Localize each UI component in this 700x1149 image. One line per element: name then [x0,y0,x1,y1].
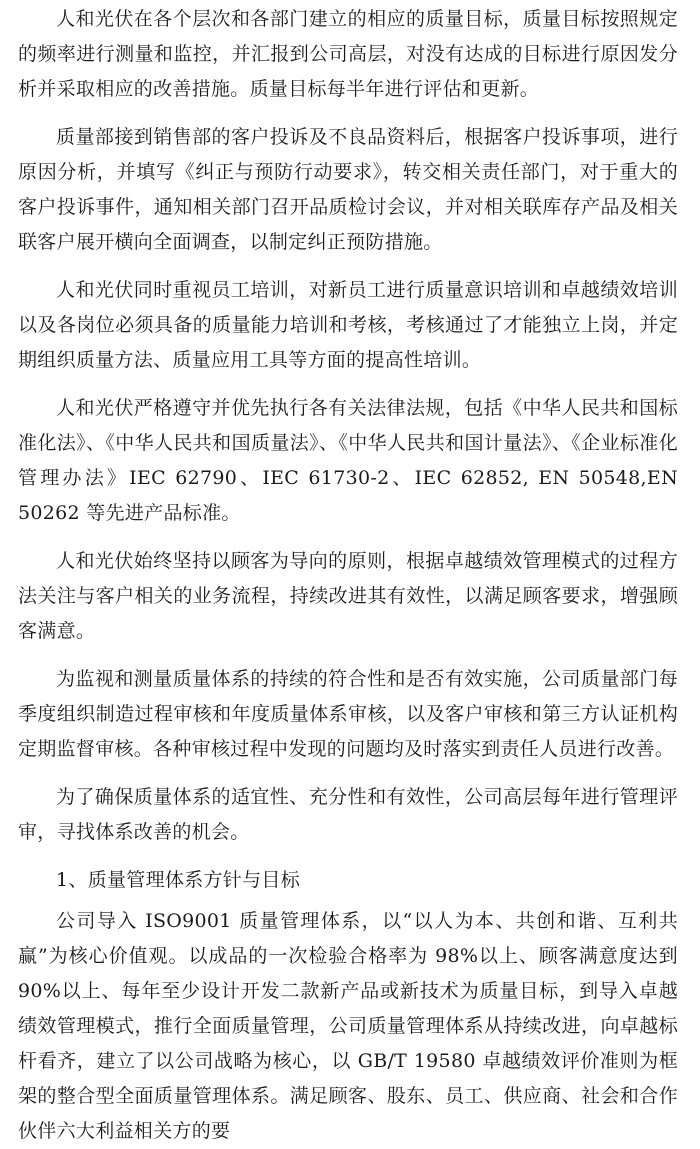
section-heading: 1、质量管理体系方针与目标 [56,869,300,891]
paragraph-quality-objectives: 人和光伏在各个层次和各部门建立的相应的质量目标，质量目标按照规定的频率进行测量和监控，并汇报到公司高层，对没有达成的目标进行原因发分析并采取相应的改善措施。质量目标每半年进行评估和更新。 [18,8,678,100]
paragraph-management-review: 为了确保质量体系的适宜性、充分性和有效性，公司高层每年进行管理评审，寻找体系改善的机会。 [18,786,678,843]
paragraph-employee-training: 人和光伏同时重视员工培训，对新员工进行质量意识培训和卓越绩效培训以及各岗位必须具备的质量能力培训和考核，考核通过了才能独立上岗，并定期组织质量方法、质量应用工具等方面的提高性培训。 [18,279,678,371]
paragraph-customer-orientation: 人和光伏始终坚持以顾客为导向的原则，根据卓越绩效管理模式的过程方法关注与客户相关的业务流程，持续改进其有效性，以满足顾客要求，增强顾客满意。 [18,550,678,642]
paragraph-customer-complaints: 质量部接到销售部的客户投诉及不良品资料后，根据客户投诉事项，进行原因分析，并填写《纠正与预防行动要求》，转交相关责任部门，对于重大的客户投诉事件，通知相关部门召开品质检讨会议，并对相关联库存产品及相关联客户展开横向全面调查，以制定纠正预防措施。 [18,126,678,253]
paragraph-laws-standards: 人和光伏严格遵守并优先执行各有关法律法规，包括《中华人民共和国标准化法》、《中华人民共和国质量法》、《中华人民共和国计量法》、《企业标准化管理办法》IEC 62790、IEC 61730-2、IEC 62852, EN 50548,EN 50262 等先进产品标准。 [18,397,678,524]
paragraph-iso9001: 公司导入 ISO9001 质量管理体系，以“以人为本、共创和谐、互利共赢”为核心价值观。以成品的一次检验合格率为 98%以上、顾客满意度达到 90%以上、每年至少设计开发二款新产品或新技术为质量目标，到导入卓越绩效管理模式，推行全面质量管理，公司质量管理体系从持续改进，向卓越标杆看齐，建立了以公司战略为核心，以 GB/T 19580 卓越绩效评价准则为框架的整合型全面质量管理体系。满足顾客、股东、员工、供应商、社会和合作伙伴六大利益相关方的要 [18,910,678,1142]
paragraph-audits: 为监视和测量质量体系的持续的符合性和是否有效实施，公司质量部门每季度组织制造过程审核和年度质量体系审核，以及客户审核和第三方认证机构定期监督审核。各种审核过程中发现的问题均及时落实到责任人员进行改善。 [18,668,678,760]
